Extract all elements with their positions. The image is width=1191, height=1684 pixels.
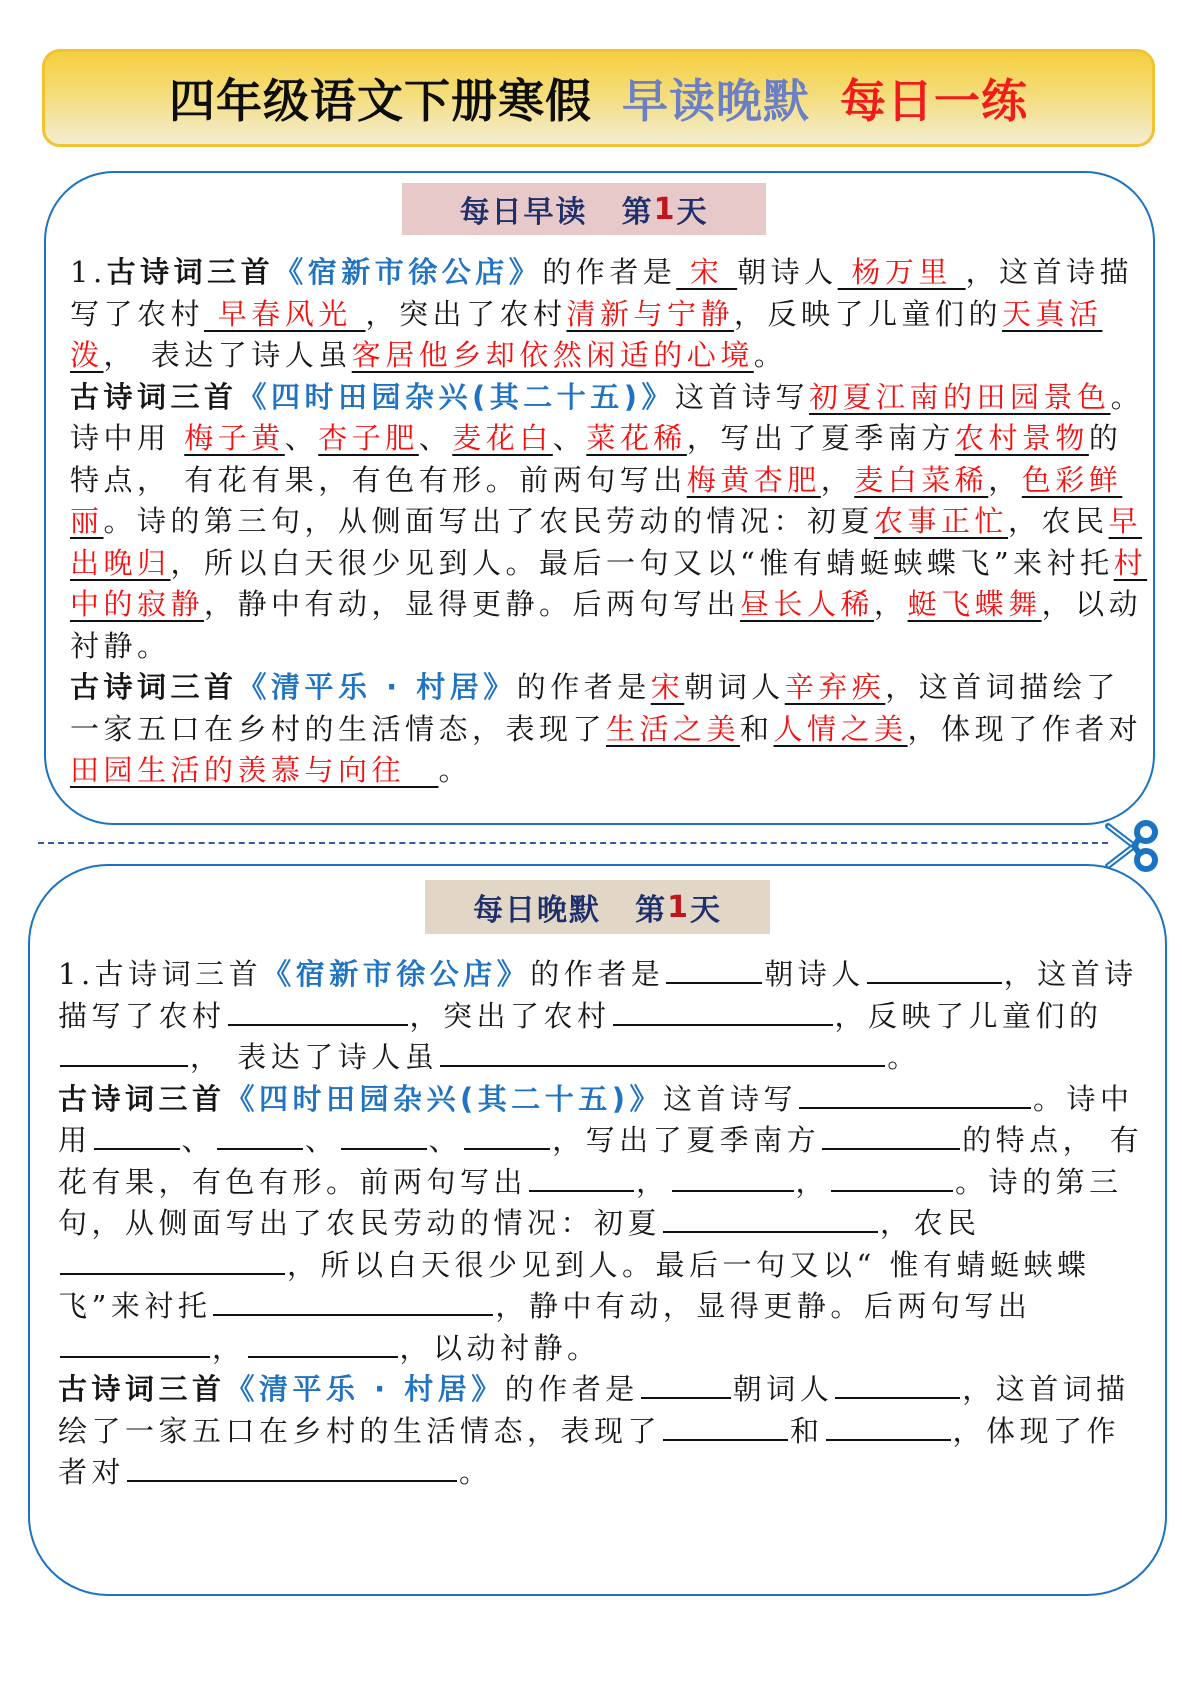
blank-second[interactable] <box>672 1162 794 1192</box>
text: 和 <box>790 1413 824 1448</box>
evening-paragraph-2 <box>58 1079 1148 1370</box>
text: ， 表达了诗人虽 <box>190 1040 439 1074</box>
text: ，写出了夏季南方 <box>686 421 955 455</box>
blank-quiet[interactable] <box>213 1286 493 1316</box>
blank-feature[interactable] <box>613 996 833 1026</box>
text: 、 <box>418 421 453 455</box>
answer: 宋 <box>650 670 685 704</box>
blank-life[interactable] <box>663 1411 788 1441</box>
text: 。 <box>438 753 473 787</box>
blank-item-2[interactable] <box>217 1120 303 1150</box>
lead-label: 古诗词三首 <box>70 379 238 414</box>
answer: 农事正忙 <box>874 504 1009 538</box>
morning-tag-day-num: 1 <box>653 191 677 227</box>
text: ，这首词描绘了一家五口在乡村的生活情态，表现了 <box>58 1372 1130 1448</box>
text: 朝词人 <box>732 1372 834 1406</box>
blank-longing[interactable] <box>127 1452 457 1482</box>
evening-tag-day-num: 1 <box>667 889 690 925</box>
answer: 杏子肥 <box>318 421 419 455</box>
lead-label: 古诗词三首 <box>70 670 238 704</box>
text: ，突出了农村 <box>365 296 567 331</box>
text: 的作者是 <box>516 670 651 704</box>
morning-tag-day-suffix: 天 <box>676 195 709 230</box>
text: 朝词人 <box>684 670 785 704</box>
answer: 辛弃疾 <box>784 670 886 704</box>
text: 。 <box>459 1455 493 1489</box>
answer: 初夏江南的田园景色 <box>809 379 1111 414</box>
evening-tag-label: 每日晚默 <box>473 893 602 928</box>
answer: 人情之美 <box>773 711 908 746</box>
poem-title: 《清平乐 · 村居》 <box>237 670 517 704</box>
blank-poet[interactable] <box>835 1369 960 1399</box>
text: 。诗中用 <box>70 379 1145 455</box>
banner-subtitle-blue: 早读晚默 <box>622 74 810 128</box>
page-banner <box>42 49 1155 147</box>
blank-fly[interactable] <box>248 1328 398 1358</box>
text: 这首诗写 <box>663 1081 798 1116</box>
text: ，突出了农村 <box>409 998 611 1033</box>
text: ，写出了夏季南方 <box>552 1123 821 1157</box>
text: 、 <box>181 1123 216 1157</box>
morning-paragraph-2 <box>70 377 1150 668</box>
text: ，反映了儿童们的 <box>834 998 1103 1033</box>
text: ，这首诗描写了农村 <box>70 255 1134 331</box>
answer: 麦白菜稀 <box>854 462 989 497</box>
blank-children[interactable] <box>60 1037 188 1067</box>
text: 朝诗人 <box>737 255 838 289</box>
evening-paragraph-3 <box>58 1369 1148 1494</box>
text: 。诗中用 <box>58 1081 1134 1157</box>
text: 和 <box>740 711 774 746</box>
blank-scenery[interactable] <box>822 1120 960 1150</box>
blank-subject[interactable] <box>799 1079 1031 1109</box>
poem-title: 《四时田园杂兴(其二十五)》 <box>237 379 676 414</box>
morning-section-tag <box>402 183 766 235</box>
blank-item-1[interactable] <box>94 1120 180 1150</box>
question-number: 1. <box>58 957 95 991</box>
lead-label: 古诗词三首 <box>58 1081 226 1116</box>
answer: 杨万里 <box>837 255 966 289</box>
text: ，这首诗描写了农村 <box>58 957 1138 1033</box>
lead-label: 古诗词三首 <box>94 957 263 991</box>
text: 诗的第三句，从侧面写出了农民劳动的情况：初夏 <box>58 1164 1123 1240</box>
text: ，以动衬静。 <box>70 587 1143 663</box>
answer: 色彩鲜丽 <box>70 462 1123 538</box>
blank-item-4[interactable] <box>464 1120 550 1150</box>
answer: 田园生活的羡慕与向往 <box>70 753 439 787</box>
answer: 梅黄杏肥 <box>686 462 821 497</box>
text: 。 <box>753 338 788 372</box>
text: 的作者是 <box>530 957 665 991</box>
text: ，静中有动，显得更静。后两句写出 <box>204 587 741 621</box>
text: 的特点， 有花有果，有色有形。前两句写出 <box>70 421 1123 497</box>
answer: 宋 <box>676 255 738 289</box>
text: ，所以白天很少见到人。最后一句又以“惟有蜻蜓蛱蝶飞”来衬托 <box>170 545 1114 580</box>
text: 。诗的第三句，从侧面写出了农民劳动的情况：初夏 <box>103 504 875 538</box>
text: ，体现了作者对 <box>58 1413 1121 1489</box>
answer: 天真活泼 <box>70 296 1103 372</box>
text: ， <box>795 1164 830 1199</box>
text: ， <box>820 462 855 497</box>
answer: 麦花白 <box>452 421 553 455</box>
blank-early[interactable] <box>60 1245 285 1275</box>
answer: 农村景物 <box>954 421 1089 455</box>
text: 。 <box>887 1040 921 1074</box>
text: 的特点， 有花有果，有色有形。前两句写出 <box>58 1123 1144 1199</box>
blank-day[interactable] <box>60 1328 210 1358</box>
text: 的作者是 <box>542 255 677 289</box>
cut-line-divider <box>38 842 1108 844</box>
blank-scene[interactable] <box>228 996 408 1026</box>
answer: 昼长人稀 <box>740 587 875 621</box>
lead-label: 古诗词三首 <box>58 1372 226 1406</box>
blank-first[interactable] <box>529 1162 634 1192</box>
banner-title: 四年级语文下册寒假 <box>169 74 592 128</box>
banner-subtitle-red: 每日一练 <box>840 74 1028 128</box>
text: ，体现了作者对 <box>907 711 1143 746</box>
text: 、 <box>305 1123 339 1157</box>
text: 的作者是 <box>504 1372 639 1406</box>
text: 、 <box>284 421 319 455</box>
text: ， <box>212 1330 246 1365</box>
text: ， <box>636 1164 670 1199</box>
text: ，反映了儿童们的 <box>733 296 1002 331</box>
text: ， <box>874 587 908 621</box>
answer: 梅子黄 <box>184 421 285 455</box>
text: ，这首词描绘了一家五口在乡村的生活情态，表现了 <box>70 670 1120 746</box>
evening-tag-day-suffix: 天 <box>689 893 722 928</box>
blank-dynasty[interactable] <box>641 1369 731 1399</box>
evening-text <box>58 954 1148 1494</box>
answer: 清新与宁静 <box>566 296 734 331</box>
poem-title: 《清平乐 · 村居》 <box>225 1372 505 1406</box>
answer: 蜓飞蝶舞 <box>907 587 1042 621</box>
scissors-icon <box>1102 818 1164 874</box>
answer: 菜花稀 <box>586 421 687 455</box>
morning-text <box>70 252 1150 792</box>
blank-mood[interactable] <box>440 1037 885 1067</box>
morning-tag-label: 每日早读 <box>459 195 588 230</box>
blank-dynasty[interactable] <box>666 954 762 984</box>
text: 这首诗写 <box>675 379 810 414</box>
blank-busy[interactable] <box>663 1203 878 1233</box>
question-number: 1. <box>70 255 107 289</box>
evening-tag-day-prefix: 第 <box>635 893 668 928</box>
answer: 生活之美 <box>606 711 741 746</box>
answer: 村中的寂静 <box>70 545 1148 621</box>
morning-tag-day-prefix: 第 <box>621 195 654 230</box>
text: ，农民 <box>880 1206 981 1240</box>
evening-section-tag <box>425 880 770 934</box>
lead-label: 古诗词三首 <box>106 255 275 289</box>
text: 。 <box>955 1164 989 1199</box>
poem-title: 《宿新市徐公店》 <box>262 957 531 991</box>
blank-item-3[interactable] <box>341 1120 427 1150</box>
blank-third[interactable] <box>831 1162 953 1192</box>
morning-paragraph-1 <box>70 252 1150 377</box>
text: 、 <box>552 421 587 455</box>
blank-people[interactable] <box>826 1411 951 1441</box>
answer: 早出晚归 <box>70 504 1143 580</box>
text: ， <box>988 462 1022 497</box>
text: ，所以白天很少见到人。最后一句又以“ 惟有蜻蜓蛱蝶飞”来衬托 <box>58 1247 1091 1323</box>
text: ，农民 <box>1008 504 1109 538</box>
text: 、 <box>428 1123 463 1157</box>
text: ， 表达了诗人虽 <box>103 338 352 372</box>
text: ，静中有动，显得更静。后两句写出 <box>495 1289 1032 1323</box>
answer: 客居他乡却依然闲适的心境 <box>351 338 754 372</box>
text: ，以动衬静。 <box>399 1330 601 1365</box>
morning-paragraph-3 <box>70 667 1150 792</box>
poem-title: 《四时田园杂兴(其二十五)》 <box>225 1081 664 1116</box>
evening-paragraph-1 <box>58 954 1148 1079</box>
answer: 早春风光 <box>204 296 366 331</box>
blank-poet[interactable] <box>867 954 1002 984</box>
text: 朝诗人 <box>764 957 865 991</box>
poem-title: 《宿新市徐公店》 <box>274 255 543 289</box>
